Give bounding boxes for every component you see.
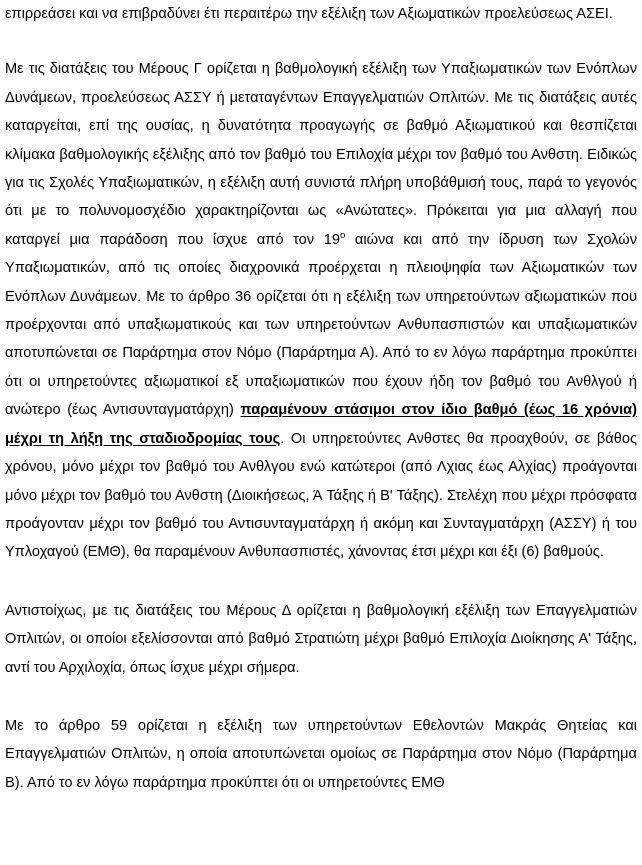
ordinal-superscript: ο bbox=[339, 229, 346, 241]
emphasis-bold-underline: παραμένουν στάσιμοι στον ίδιο βαθμό (έως 16 χρόνια) μέχρι τη λήξη της σταδιοδρομίας τους bbox=[5, 402, 637, 447]
paragraph-4: Με το άρθρο 59 ορίζεται η εξέλιξη των υπηρετούντων Εθελοντών Μακράς Θητείας και Επαγγελματιών Οπλιτών, η οποία αποτυπώνεται ομοίως σε Παράρτημα στον Νόμο (Παράρτημα Β). Από το εν λόγω παράρτημα προκύπτει ότι οι υπηρετούντες ΕΜΘ bbox=[5, 717, 637, 791]
paragraph-3: Αντιστοίχως, με τις διατάξεις του Μέρους Δ ορίζεται η βαθμολογική εξέλιξη των Επαγγελματιών Οπλιτών, οι οποίοι εξελίσσονται από βαθμό Στρατιώτη μέχρι βαθμό Επιλοχία Διοίκησης Α' Τάξης, αντί του Αρχιλοχία, όπως ίσχυε μέχρι σήμερα. bbox=[5, 602, 637, 676]
paragraph-1: επιρρεάσει και να επιβραδύνει έτι περαιτέρω την εξέλιξη των Αξιωματικών προελεύσεως ΑΣΕΙ. bbox=[5, 6, 613, 22]
paragraph-2: Με τις διατάξεις του Μέρους Γ ορίζεται η βαθμολογική εξέλιξη των Υπαξιωματικών των Ενόπλων Δυνάμεων, προελεύσεως ΑΣΣΥ ή μεταταγέντων Επαγγελματιών Οπλιτών. Με τις διατάξεις αυτές καταργείται, επί της ουσίας, η δυνατότητα προαγωγής σε βαθμό Αξιωματικού και θεσπίζεται κλίμακα βαθμολογικής εξέλιξης από τον βαθμό του Επιλοχία μέχρι τον βαθμό του Ανθστη. Ειδικώς για τις Σχολές Υπαξιωματικών, η εξέλιξη αυτή συνιστά πλήρη υποβάθμισή τους, παρά το γεγονός ότι με το πολυνομοσχέδιο χαρακτηρίζονται ως «Ανώτατες». Πρόκειται για μια αλλαγή που καταργεί μια παράδοση που ίσχυε από τον $19^o$ αιώνα και από την ίδρυση των Σχολών Υπαξιωματικών, από τις οποίες διαχρονικά προέρχεται η πλειοψηφία των Αξιωματικών των Ενόπλων Δυνάμεων. Με το άρθρο 36 ορίζεται ότι η εξέλιξη των υπηρετούντων αξιωματικών που προέρχονται από υπαξιωματικούς και των υπηρετούντων Ανθυπασπιστών και υπαξιωματικών αποτυπώνεται σε Παράρτημα στον Νόμο (Παράρτημα Α). Από το εν λόγω παράρτημα προκύπτει ότι οι υπηρετούντες αξιωματικοί εξ υπαξιωματικών που έχουν ήδη τον βαθμό του Ανθλγού ή ανώτερο (έως Αντισυνταγματάρχη) παραμένουν στάσιμοι στον ίδιο βαθμό (έως 16 χρόνια) μέχρι τη λήξη της σταδιοδρομίας τους. Οι υπηρετούντες Ανθστες θα προαχθούν, σε βάθος χρόνου, μόνο μέχρι τον βαθμό του Ανθλγου ενώ κατώτεροι (από Λχιας έως Αλχίας) προάγονται μόνο μέχρι τον βαθμό του Ανθστη (Διοικήσεως, Ά Τάξης ή Β' Τάξης). Στελέχη που μέχρι πρόσφατα προάγονταν μέχρι τον βαθμό του Αντισυνταγματάρχη ή ακόμη και Συνταγματάρχη (ΑΣΣΥ) ή του Υπλοχαγού (ΕΜΘ), θα παραμένουν Ανθυπασπιστές, χάνοντας έτσι μέχρι και έξι (6) βαθμούς. bbox=[5, 61, 637, 561]
